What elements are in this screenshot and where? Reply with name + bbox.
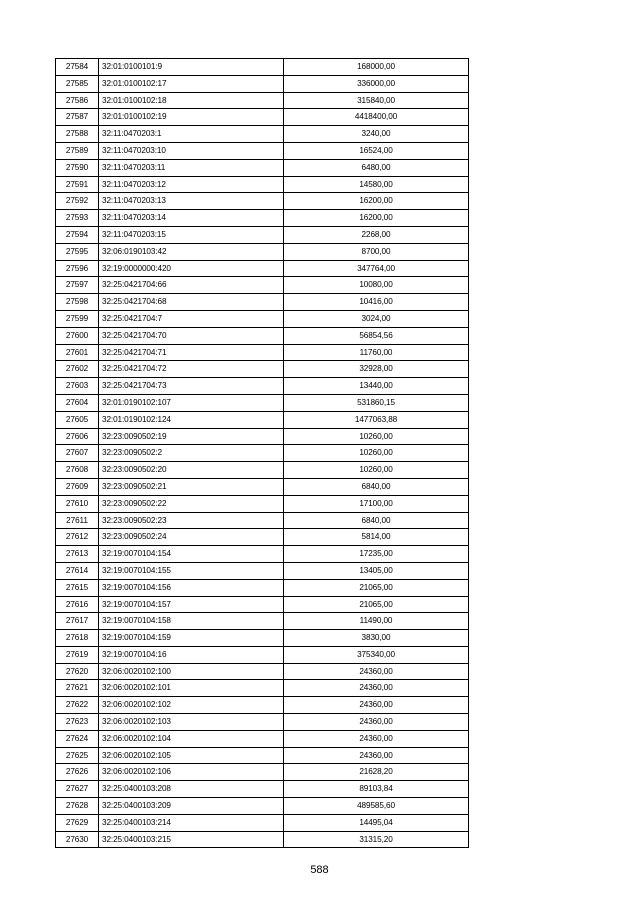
cadastral-number-cell: 32:23:0090502:21 xyxy=(99,478,284,495)
row-number-cell: 27596 xyxy=(56,260,99,277)
cadastral-number-cell: 32:11:0470203:13 xyxy=(99,193,284,210)
cadastral-value-cell: 168000,00 xyxy=(284,59,469,76)
row-number-cell: 27611 xyxy=(56,512,99,529)
row-number-cell: 27590 xyxy=(56,159,99,176)
table-row xyxy=(56,764,469,781)
cadastral-number-cell: 32:01:0100102:18 xyxy=(99,92,284,109)
row-number-cell: 27585 xyxy=(56,75,99,92)
page-number: 588 xyxy=(310,864,329,876)
row-number-cell: 27623 xyxy=(56,714,99,731)
table-row xyxy=(56,781,469,798)
cadastral-number-cell: 32:01:0100102:17 xyxy=(99,75,284,92)
table-row xyxy=(56,428,469,445)
table-row xyxy=(56,730,469,747)
row-number-cell: 27606 xyxy=(56,428,99,445)
row-number-cell: 27614 xyxy=(56,562,99,579)
table-row xyxy=(56,226,469,243)
cadastral-number-cell: 32:19:0070104:155 xyxy=(99,562,284,579)
cadastral-value-cell: 32928,00 xyxy=(284,361,469,378)
cadastral-value-cell: 16200,00 xyxy=(284,210,469,227)
row-number-cell: 27586 xyxy=(56,92,99,109)
cadastral-number-cell: 32:23:0090502:24 xyxy=(99,529,284,546)
cadastral-value-cell: 89103,84 xyxy=(284,781,469,798)
row-number-cell: 27617 xyxy=(56,613,99,630)
cadastral-number-cell: 32:11:0470203:14 xyxy=(99,210,284,227)
cadastral-number-cell: 32:06:0020102:102 xyxy=(99,697,284,714)
row-number-cell: 27599 xyxy=(56,310,99,327)
row-number-cell: 27627 xyxy=(56,781,99,798)
table-row xyxy=(56,831,469,848)
row-number-cell: 27594 xyxy=(56,226,99,243)
cadastral-number-cell: 32:06:0020102:104 xyxy=(99,730,284,747)
table-row xyxy=(56,697,469,714)
table-row xyxy=(56,478,469,495)
table-row xyxy=(56,411,469,428)
cadastral-number-cell: 32:11:0470203:12 xyxy=(99,176,284,193)
cadastral-number-cell: 32:01:0100101:9 xyxy=(99,59,284,76)
table-row xyxy=(56,193,469,210)
row-number-cell: 27592 xyxy=(56,193,99,210)
cadastral-value-cell: 16524,00 xyxy=(284,142,469,159)
cadastral-number-cell: 32:06:0020102:106 xyxy=(99,764,284,781)
table-row xyxy=(56,59,469,76)
cadastral-value-cell: 1477063,88 xyxy=(284,411,469,428)
row-number-cell: 27609 xyxy=(56,478,99,495)
row-number-cell: 27616 xyxy=(56,596,99,613)
cadastral-value-cell: 17100,00 xyxy=(284,495,469,512)
cadastral-value-cell: 336000,00 xyxy=(284,75,469,92)
cadastral-value-cell: 5814,00 xyxy=(284,529,469,546)
cadastral-number-cell: 32:19:0070104:157 xyxy=(99,596,284,613)
table-row xyxy=(56,798,469,815)
table-row xyxy=(56,814,469,831)
cadastral-number-cell: 32:11:0470203:15 xyxy=(99,226,284,243)
row-number-cell: 27619 xyxy=(56,646,99,663)
row-number-cell: 27618 xyxy=(56,630,99,647)
cadastral-value-cell: 21628,20 xyxy=(284,764,469,781)
table-row xyxy=(56,210,469,227)
row-number-cell: 27615 xyxy=(56,579,99,596)
cadastral-value-cell: 3830,00 xyxy=(284,630,469,647)
cadastral-value-cell: 24360,00 xyxy=(284,747,469,764)
row-number-cell: 27620 xyxy=(56,663,99,680)
cadastral-number-cell: 32:23:0090502:22 xyxy=(99,495,284,512)
table-row xyxy=(56,310,469,327)
row-number-cell: 27595 xyxy=(56,243,99,260)
row-number-cell: 27621 xyxy=(56,680,99,697)
cadastral-value-cell: 14580,00 xyxy=(284,176,469,193)
table-row xyxy=(56,546,469,563)
cadastral-number-cell: 32:06:0020102:100 xyxy=(99,663,284,680)
cadastral-number-cell: 32:23:0090502:23 xyxy=(99,512,284,529)
cadastral-number-cell: 32:06:0020102:105 xyxy=(99,747,284,764)
cadastral-number-cell: 32:25:0400103:209 xyxy=(99,798,284,815)
cadastral-number-cell: 32:25:0400103:214 xyxy=(99,814,284,831)
table-row xyxy=(56,663,469,680)
table-row xyxy=(56,361,469,378)
cadastral-number-cell: 32:25:0421704:70 xyxy=(99,327,284,344)
table-row xyxy=(56,294,469,311)
table-row xyxy=(56,394,469,411)
cadastral-value-cell: 2268,00 xyxy=(284,226,469,243)
cadastral-value-cell: 13440,00 xyxy=(284,378,469,395)
cadastral-number-cell: 32:19:0070104:159 xyxy=(99,630,284,647)
cadastral-number-cell: 32:11:0470203:1 xyxy=(99,126,284,143)
cadastral-value-cell: 31315,20 xyxy=(284,831,469,848)
table-row xyxy=(56,159,469,176)
row-number-cell: 27604 xyxy=(56,394,99,411)
row-number-cell: 27597 xyxy=(56,277,99,294)
cadastral-value-cell: 10260,00 xyxy=(284,445,469,462)
row-number-cell: 27624 xyxy=(56,730,99,747)
cadastral-number-cell: 32:11:0470203:10 xyxy=(99,142,284,159)
cadastral-value-table xyxy=(55,58,469,848)
table-body xyxy=(56,59,469,848)
table-row xyxy=(56,747,469,764)
cadastral-value-cell: 11760,00 xyxy=(284,344,469,361)
row-number-cell: 27602 xyxy=(56,361,99,378)
cadastral-value-cell: 347764,00 xyxy=(284,260,469,277)
cadastral-number-cell: 32:25:0421704:7 xyxy=(99,310,284,327)
table-row xyxy=(56,109,469,126)
row-number-cell: 27622 xyxy=(56,697,99,714)
cadastral-number-cell: 32:01:0190102:124 xyxy=(99,411,284,428)
cadastral-value-cell: 3024,00 xyxy=(284,310,469,327)
cadastral-value-cell: 8700,00 xyxy=(284,243,469,260)
table-row xyxy=(56,243,469,260)
table-row xyxy=(56,277,469,294)
row-number-cell: 27628 xyxy=(56,798,99,815)
cadastral-number-cell: 32:19:0070104:154 xyxy=(99,546,284,563)
cadastral-number-cell: 32:25:0421704:71 xyxy=(99,344,284,361)
table-row xyxy=(56,680,469,697)
table-row xyxy=(56,646,469,663)
cadastral-value-cell: 489585,60 xyxy=(284,798,469,815)
cadastral-number-cell: 32:23:0090502:19 xyxy=(99,428,284,445)
row-number-cell: 27630 xyxy=(56,831,99,848)
cadastral-number-cell: 32:25:0400103:215 xyxy=(99,831,284,848)
cadastral-number-cell: 32:01:0190102:107 xyxy=(99,394,284,411)
cadastral-value-cell: 24360,00 xyxy=(284,714,469,731)
table-row xyxy=(56,344,469,361)
table-row xyxy=(56,92,469,109)
cadastral-number-cell: 32:11:0470203:11 xyxy=(99,159,284,176)
cadastral-number-cell: 32:06:0020102:103 xyxy=(99,714,284,731)
row-number-cell: 27613 xyxy=(56,546,99,563)
row-number-cell: 27629 xyxy=(56,814,99,831)
table-row xyxy=(56,579,469,596)
table-row xyxy=(56,327,469,344)
table-row xyxy=(56,630,469,647)
row-number-cell: 27605 xyxy=(56,411,99,428)
cadastral-number-cell: 32:19:0070104:16 xyxy=(99,646,284,663)
cadastral-number-cell: 32:25:0421704:66 xyxy=(99,277,284,294)
cadastral-value-cell: 24360,00 xyxy=(284,730,469,747)
cadastral-value-cell: 24360,00 xyxy=(284,680,469,697)
table-row xyxy=(56,445,469,462)
cadastral-value-cell: 10260,00 xyxy=(284,428,469,445)
row-number-cell: 27608 xyxy=(56,462,99,479)
table-row xyxy=(56,714,469,731)
cadastral-value-cell: 10260,00 xyxy=(284,462,469,479)
cadastral-value-cell: 10080,00 xyxy=(284,277,469,294)
cadastral-number-cell: 32:06:0020102:101 xyxy=(99,680,284,697)
cadastral-number-cell: 32:06:0190103:42 xyxy=(99,243,284,260)
cadastral-number-cell: 32:25:0400103:208 xyxy=(99,781,284,798)
table-row xyxy=(56,596,469,613)
cadastral-value-cell: 56854,56 xyxy=(284,327,469,344)
row-number-cell: 27612 xyxy=(56,529,99,546)
row-number-cell: 27600 xyxy=(56,327,99,344)
table-row xyxy=(56,462,469,479)
table-row xyxy=(56,260,469,277)
row-number-cell: 27603 xyxy=(56,378,99,395)
row-number-cell: 27589 xyxy=(56,142,99,159)
table-row xyxy=(56,126,469,143)
cadastral-number-cell: 32:01:0100102:19 xyxy=(99,109,284,126)
cadastral-number-cell: 32:25:0421704:73 xyxy=(99,378,284,395)
cadastral-value-cell: 6840,00 xyxy=(284,512,469,529)
cadastral-number-cell: 32:25:0421704:72 xyxy=(99,361,284,378)
row-number-cell: 27593 xyxy=(56,210,99,227)
row-number-cell: 27626 xyxy=(56,764,99,781)
cadastral-value-cell: 21065,00 xyxy=(284,579,469,596)
row-number-cell: 27607 xyxy=(56,445,99,462)
table-row xyxy=(56,75,469,92)
cadastral-value-cell: 17235,00 xyxy=(284,546,469,563)
cadastral-value-cell: 21065,00 xyxy=(284,596,469,613)
cadastral-number-cell: 32:25:0421704:68 xyxy=(99,294,284,311)
table-row xyxy=(56,176,469,193)
cadastral-value-cell: 13405,00 xyxy=(284,562,469,579)
cadastral-value-cell: 10416,00 xyxy=(284,294,469,311)
cadastral-number-cell: 32:19:0070104:158 xyxy=(99,613,284,630)
row-number-cell: 27591 xyxy=(56,176,99,193)
table-row xyxy=(56,613,469,630)
cadastral-number-cell: 32:19:0000000:420 xyxy=(99,260,284,277)
table-row xyxy=(56,512,469,529)
cadastral-value-cell: 4418400,00 xyxy=(284,109,469,126)
table-row xyxy=(56,142,469,159)
table-row xyxy=(56,529,469,546)
row-number-cell: 27601 xyxy=(56,344,99,361)
cadastral-value-cell: 375340,00 xyxy=(284,646,469,663)
cadastral-value-cell: 6480,00 xyxy=(284,159,469,176)
row-number-cell: 27587 xyxy=(56,109,99,126)
cadastral-number-cell: 32:23:0090502:2 xyxy=(99,445,284,462)
cadastral-value-cell: 16200,00 xyxy=(284,193,469,210)
row-number-cell: 27598 xyxy=(56,294,99,311)
table-row xyxy=(56,562,469,579)
row-number-cell: 27625 xyxy=(56,747,99,764)
cadastral-number-cell: 32:19:0070104:156 xyxy=(99,579,284,596)
table-row xyxy=(56,378,469,395)
cadastral-value-cell: 315840,00 xyxy=(284,92,469,109)
cadastral-value-cell: 24360,00 xyxy=(284,697,469,714)
row-number-cell: 27610 xyxy=(56,495,99,512)
row-number-cell: 27588 xyxy=(56,126,99,143)
cadastral-value-cell: 24360,00 xyxy=(284,663,469,680)
cadastral-value-cell: 14495,04 xyxy=(284,814,469,831)
row-number-cell: 27584 xyxy=(56,59,99,76)
table-row xyxy=(56,495,469,512)
cadastral-value-cell: 11490,00 xyxy=(284,613,469,630)
cadastral-value-cell: 6840,00 xyxy=(284,478,469,495)
cadastral-value-cell: 3240,00 xyxy=(284,126,469,143)
cadastral-value-cell: 531860,15 xyxy=(284,394,469,411)
cadastral-number-cell: 32:23:0090502:20 xyxy=(99,462,284,479)
